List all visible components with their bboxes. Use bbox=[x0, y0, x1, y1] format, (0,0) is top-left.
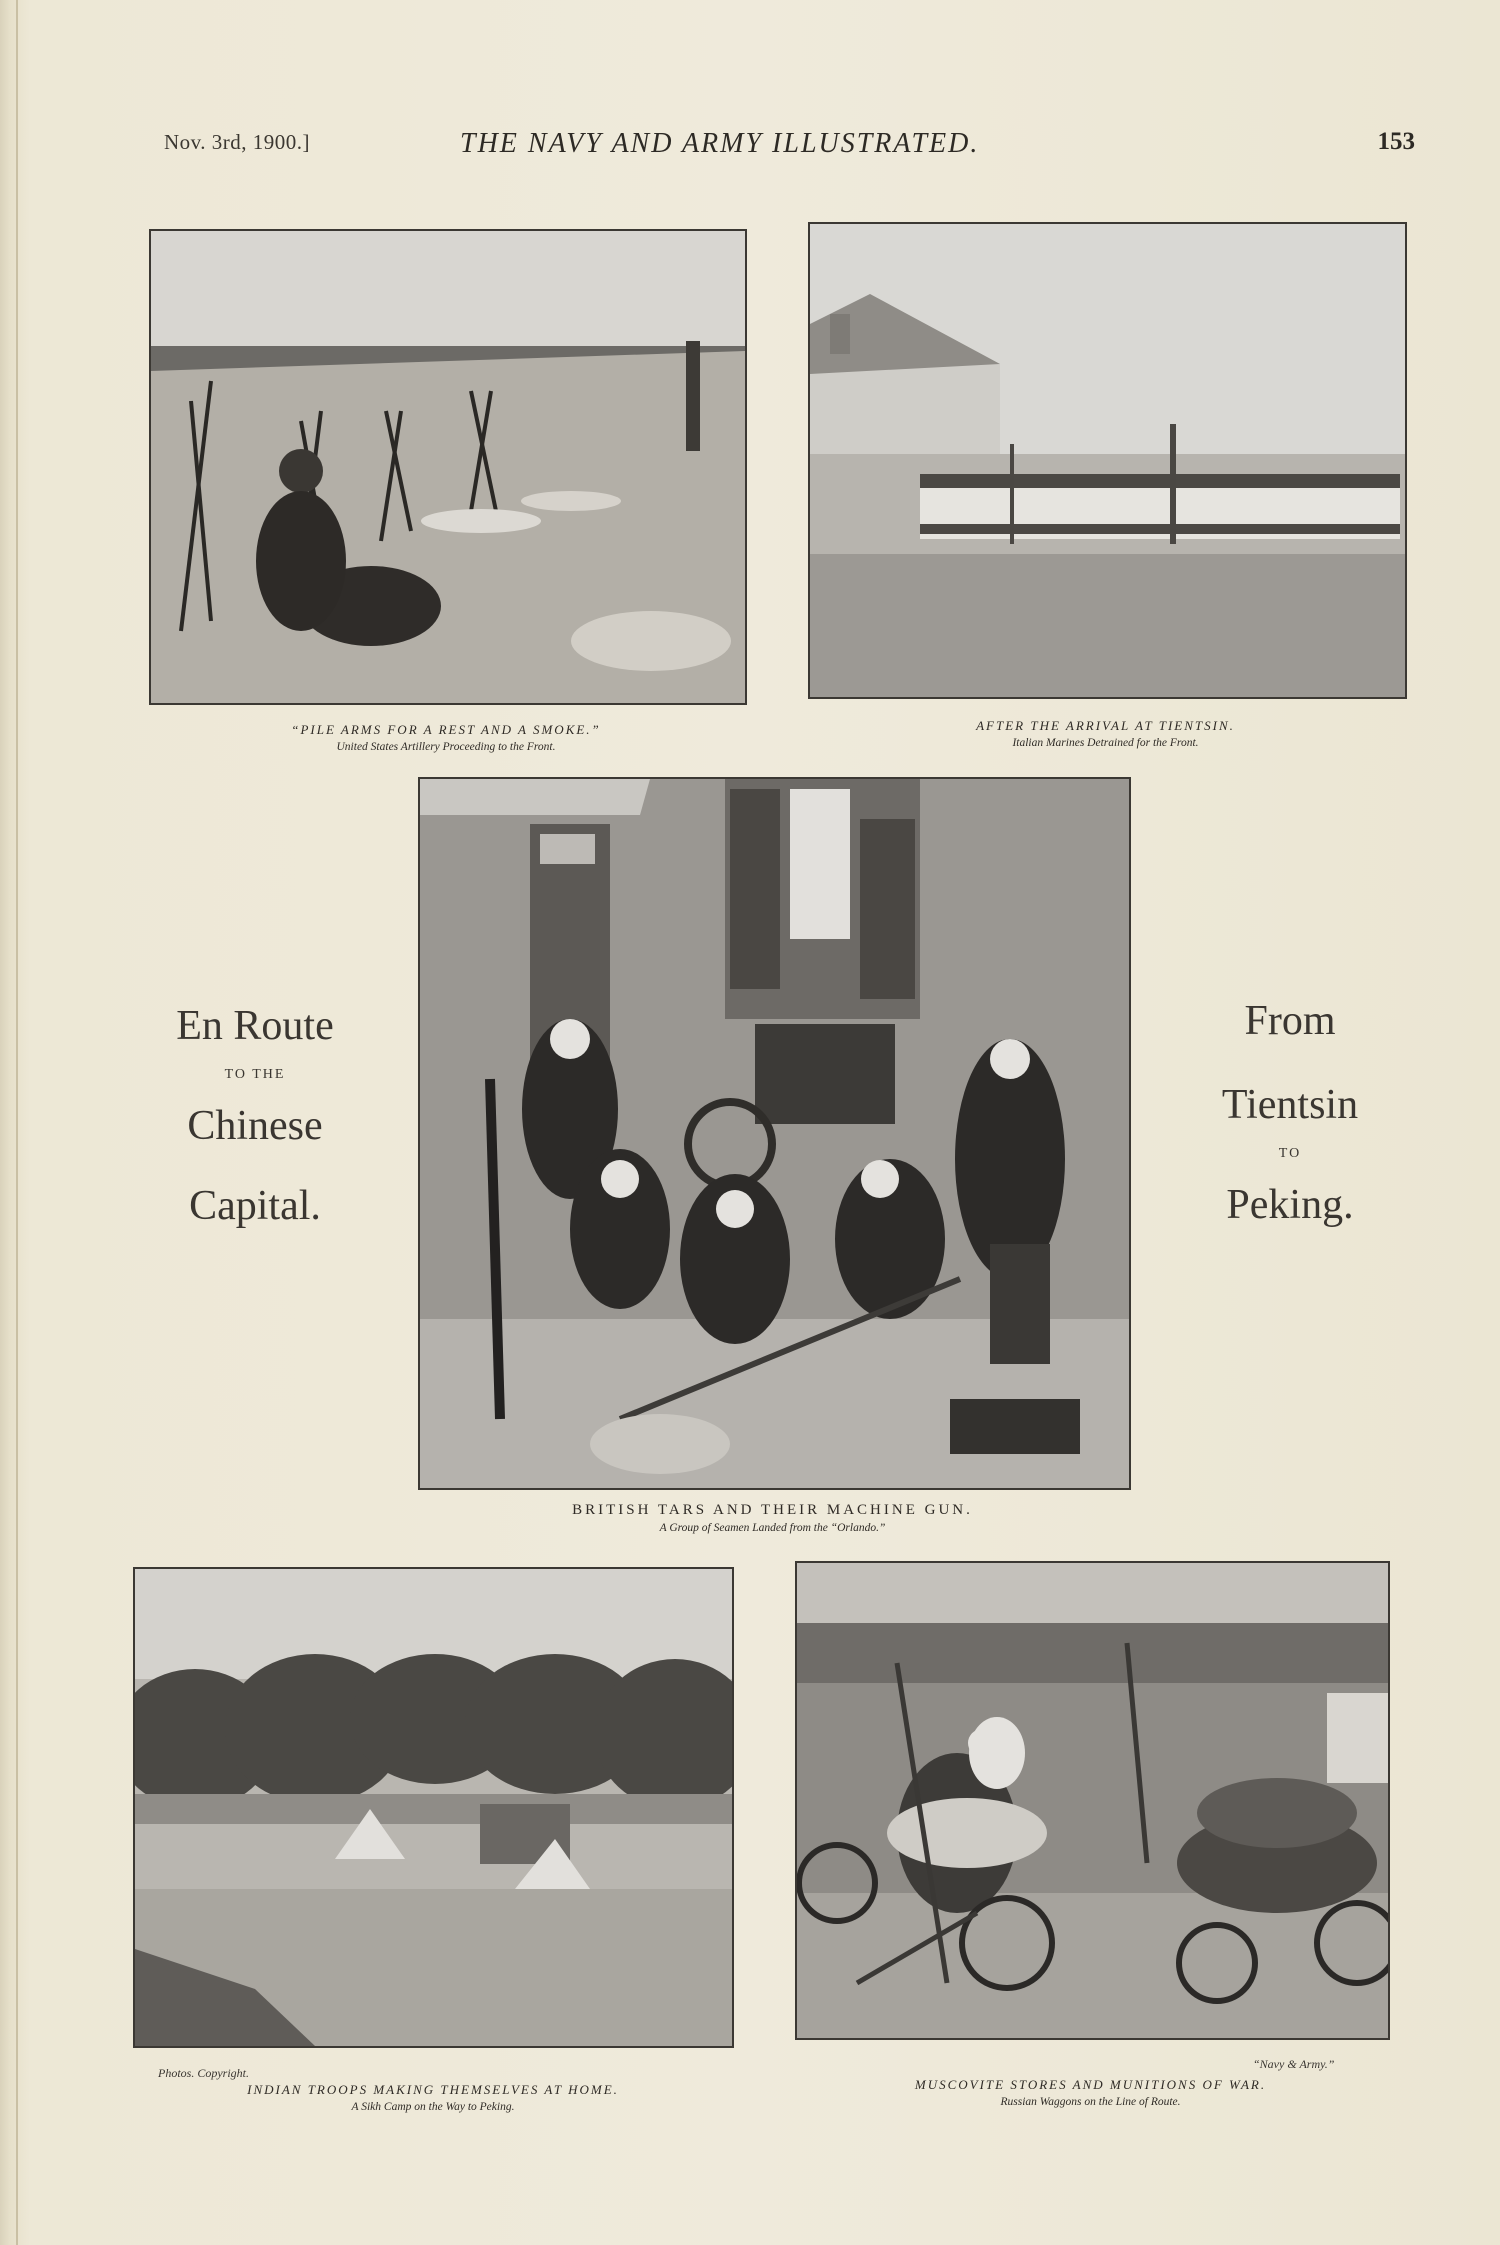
caption-indian-troops bbox=[133, 2082, 733, 2113]
caption-subtitle: Russian Waggons on the Line of Route. bbox=[1000, 2096, 1181, 2108]
issue-date: Nov. 3rd, 1900.] bbox=[164, 130, 311, 154]
page-header bbox=[160, 128, 1415, 168]
heading-line: From bbox=[1244, 998, 1336, 1044]
caption-muscovite-stores bbox=[795, 2077, 1386, 2108]
photo-pile-arms bbox=[149, 229, 747, 705]
caption-tientsin-arrival bbox=[808, 718, 1403, 749]
heading-line: Peking. bbox=[1226, 1182, 1354, 1228]
photo-british-tars bbox=[418, 777, 1131, 1490]
heading-line: Chinese bbox=[187, 1103, 323, 1149]
photos-copyright-credit: Photos. Copyright. bbox=[158, 2066, 250, 2080]
photo-muscovite-stores bbox=[795, 1561, 1390, 2040]
caption-british-tars bbox=[418, 1502, 1127, 1534]
heading-line: TO THE bbox=[224, 1067, 286, 1082]
caption-subtitle: Italian Marines Detrained for the Front. bbox=[1012, 737, 1199, 749]
caption-subtitle: A Sikh Camp on the Way to Peking. bbox=[351, 2101, 515, 2113]
caption-subtitle: United States Artillery Proceeding to the Front. bbox=[336, 741, 556, 753]
photo-indian-troops bbox=[133, 1567, 734, 2048]
page-spine bbox=[16, 0, 18, 2245]
heading-line: En Route bbox=[176, 1003, 334, 1049]
heading-line: Tientsin bbox=[1221, 1082, 1359, 1128]
caption-title: “PILE ARMS FOR A REST AND A SMOKE.” bbox=[291, 722, 601, 737]
caption-title: MUSCOVITE STORES AND MUNITIONS OF WAR. bbox=[914, 2077, 1267, 2092]
heading-en-route bbox=[140, 1005, 370, 1227]
caption-title: INDIAN TROOPS MAKING THEMSELVES AT HOME. bbox=[247, 2082, 619, 2097]
heading-line: TO bbox=[1278, 1146, 1302, 1161]
caption-title: BRITISH TARS AND THEIR MACHINE GUN. bbox=[572, 1502, 973, 1518]
heading-line: Capital. bbox=[189, 1183, 321, 1229]
publication-title: THE NAVY AND ARMY ILLUSTRATED. bbox=[460, 128, 980, 159]
page-number: 153 bbox=[1377, 128, 1415, 155]
photo-tientsin-arrival bbox=[808, 222, 1407, 699]
heading-from-tientsin bbox=[1175, 1000, 1405, 1226]
navy-army-credit: “Navy & Army.” bbox=[1253, 2057, 1335, 2071]
caption-title: AFTER THE ARRIVAL AT TIENTSIN. bbox=[976, 718, 1235, 733]
caption-subtitle: A Group of Seamen Landed from the “Orlando.” bbox=[659, 1522, 886, 1534]
caption-pile-arms bbox=[149, 722, 743, 753]
